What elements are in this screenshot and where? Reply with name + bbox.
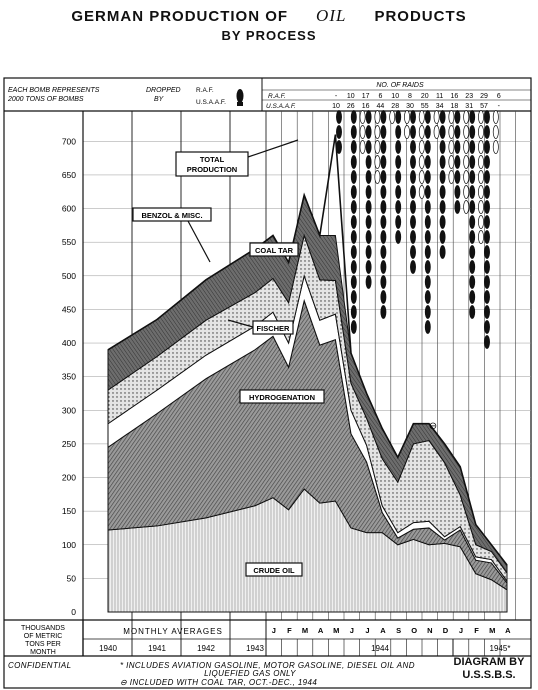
bomb-mark xyxy=(470,291,475,304)
bomb-mark xyxy=(478,201,483,214)
svg-text:TONS PER: TONS PER xyxy=(25,641,61,648)
y-tick-label: 700 xyxy=(61,136,76,147)
bomb-mark xyxy=(434,111,439,124)
bomb-mark xyxy=(425,306,430,319)
bomb-mark xyxy=(493,126,498,139)
bomb-mark xyxy=(375,156,380,169)
bomb-mark xyxy=(366,141,371,154)
bomb-mark xyxy=(366,216,371,229)
bomb-mark xyxy=(484,261,489,274)
bomb-mark xyxy=(381,201,386,214)
bomb-mark xyxy=(484,276,489,289)
bomb-mark xyxy=(455,156,460,169)
bomb-mark xyxy=(381,291,386,304)
bomb-mark xyxy=(484,216,489,229)
bomb-mark xyxy=(478,186,483,199)
bomb-mark xyxy=(381,231,386,244)
chart-subtitle: BY PROCESS xyxy=(221,28,317,43)
y-tick-label: 400 xyxy=(61,338,76,349)
bomb-mark xyxy=(464,201,469,214)
raids-usaaf-count: 10 xyxy=(332,103,340,110)
bomb-mark xyxy=(396,111,401,124)
coal-tar-note-symbol: ⊖ xyxy=(428,421,438,432)
bomb-mark xyxy=(484,291,489,304)
label-coal-tar xyxy=(250,243,298,256)
month-label: A xyxy=(380,626,386,635)
bomb-mark xyxy=(410,186,415,199)
bomb-mark xyxy=(449,111,454,124)
y-tick-label: 50 xyxy=(66,573,76,584)
raids-raf-count: - xyxy=(334,93,338,100)
month-label: J xyxy=(349,626,354,635)
bomb-mark xyxy=(470,156,475,169)
bomb-mark xyxy=(360,141,365,154)
y-tick-label: 550 xyxy=(61,237,76,248)
bomb-mark xyxy=(410,141,415,154)
bomb-mark xyxy=(404,126,409,139)
bomb-mark xyxy=(440,111,445,124)
bomb-mark xyxy=(336,141,341,154)
bomb-mark xyxy=(336,126,341,139)
month-label: F xyxy=(287,626,292,635)
bomb-mark xyxy=(381,156,386,169)
raids-usaaf-label: U.S.A.A.F. xyxy=(266,103,296,110)
svg-text:THOUSANDS: THOUSANDS xyxy=(21,625,65,632)
bomb-mark xyxy=(351,291,356,304)
bomb-mark xyxy=(410,246,415,259)
bomb-mark xyxy=(351,276,356,289)
bomb-mark xyxy=(351,261,356,274)
bomb-mark xyxy=(470,111,475,124)
bomb-mark xyxy=(470,126,475,139)
bomb-mark xyxy=(351,111,356,124)
bomb-mark xyxy=(360,111,365,124)
bomb-mark xyxy=(470,306,475,319)
raids-usaaf-count: 30 xyxy=(406,103,414,110)
bomb-mark xyxy=(484,186,489,199)
month-label: J xyxy=(365,626,370,635)
bomb-key-usaaf: U.S.A.A.F. xyxy=(196,99,226,106)
bomb-mark xyxy=(410,171,415,184)
y-tick-label: 500 xyxy=(61,270,76,281)
bomb-mark xyxy=(470,261,475,274)
svg-text:CRUDE OIL: CRUDE OIL xyxy=(253,566,295,575)
bomb-mark xyxy=(464,141,469,154)
month-label: S xyxy=(396,626,402,635)
bomb-mark xyxy=(484,201,489,214)
bomb-mark xyxy=(425,126,430,139)
bomb-mark xyxy=(419,126,424,139)
bomb-mark xyxy=(366,111,371,124)
year-label: 1942 xyxy=(197,644,215,653)
y-axis-label xyxy=(21,625,65,656)
bomb-mark xyxy=(366,231,371,244)
bomb-mark xyxy=(440,186,445,199)
bomb-mark xyxy=(470,276,475,289)
bomb-mark xyxy=(478,171,483,184)
bomb-mark xyxy=(396,126,401,139)
month-label: A xyxy=(317,626,324,635)
bomb-key-raf: R.A.F. xyxy=(196,87,214,94)
bomb-mark xyxy=(381,111,386,124)
bomb-mark xyxy=(375,111,380,124)
bomb-mark xyxy=(366,171,371,184)
bomb-mark xyxy=(404,111,409,124)
y-tick-label: 0 xyxy=(71,607,76,617)
bomb-mark xyxy=(464,171,469,184)
raids-usaaf-count: 57 xyxy=(480,103,488,110)
bomb-mark xyxy=(440,171,445,184)
bomb-mark xyxy=(425,141,430,154)
bomb-mark xyxy=(478,111,483,124)
confidential-label: CONFIDENTIAL xyxy=(8,661,72,670)
bomb-mark xyxy=(440,126,445,139)
y-tick-label: 450 xyxy=(61,304,76,315)
bomb-mark xyxy=(351,321,356,334)
bomb-mark xyxy=(425,321,430,334)
bomb-mark xyxy=(351,156,356,169)
y-tick-label: 300 xyxy=(61,405,76,416)
bomb-mark xyxy=(440,216,445,229)
bomb-mark xyxy=(410,216,415,229)
raids-usaaf-count: 34 xyxy=(435,103,444,110)
month-label: J xyxy=(458,626,464,635)
bomb-mark xyxy=(425,291,430,304)
y-tick-label: 200 xyxy=(61,472,76,483)
bomb-mark xyxy=(484,246,489,259)
bomb-mark xyxy=(366,126,371,139)
svg-text:TOTAL: TOTAL xyxy=(199,155,225,164)
bomb-mark xyxy=(449,141,454,154)
label-benzol xyxy=(133,208,211,262)
bomb-mark xyxy=(381,276,386,289)
month-label: M xyxy=(301,626,309,635)
label-total xyxy=(176,140,298,176)
bomb-mark xyxy=(381,246,386,259)
bomb-mark xyxy=(336,111,341,124)
raids-usaaf-count: 26 xyxy=(346,103,355,110)
raids-usaaf-count: 31 xyxy=(465,103,474,110)
bomb-mark xyxy=(419,141,424,154)
bomb-mark xyxy=(470,201,475,214)
bomb-mark xyxy=(396,156,401,169)
month-label: A xyxy=(505,626,511,635)
svg-text:MONTH: MONTH xyxy=(30,649,56,656)
y-tick-label: 650 xyxy=(61,169,76,180)
svg-text:BENZOL & MISC.: BENZOL & MISC. xyxy=(141,211,203,220)
bomb-mark xyxy=(366,276,371,289)
raids-usaaf-count: 16 xyxy=(361,103,370,110)
raids-raf-count: 17 xyxy=(361,93,370,100)
bomb-mark xyxy=(425,216,430,229)
label-crude-oil xyxy=(246,563,302,576)
bomb-mark xyxy=(419,156,424,169)
bomb-mark xyxy=(470,216,475,229)
bomb-mark xyxy=(440,246,445,259)
raids-usaaf-count: 18 xyxy=(450,103,459,110)
bomb-mark xyxy=(440,201,445,214)
bomb-mark xyxy=(464,126,469,139)
bomb-icon xyxy=(237,89,244,106)
bomb-mark xyxy=(410,201,415,214)
bomb-mark xyxy=(351,186,356,199)
bomb-mark xyxy=(455,126,460,139)
year-1944-label: 1944 xyxy=(371,644,389,653)
y-tick-label: 150 xyxy=(61,506,76,517)
bomb-mark xyxy=(464,111,469,124)
y-tick-label: 250 xyxy=(61,438,76,449)
bomb-mark xyxy=(366,186,371,199)
footnote-1b: LIQUEFIED GAS ONLY xyxy=(204,669,296,678)
credit-line2: U.S.S.B.S. xyxy=(462,669,516,681)
raids-raf-count: 11 xyxy=(435,93,444,100)
bomb-mark xyxy=(449,156,454,169)
svg-text:COAL TAR: COAL TAR xyxy=(254,246,294,255)
year-label: 1940 xyxy=(99,644,117,653)
credit xyxy=(444,656,534,682)
chart-title: GERMAN PRODUCTION OF OIL PRODUCTS xyxy=(71,6,467,25)
bomb-mark xyxy=(449,171,454,184)
bomb-mark xyxy=(410,111,415,124)
bomb-mark xyxy=(381,261,386,274)
bomb-key-by: BY xyxy=(154,96,164,103)
bomb-mark xyxy=(419,111,424,124)
bomb-mark xyxy=(470,171,475,184)
svg-text:FISCHER: FISCHER xyxy=(256,324,290,333)
bomb-mark xyxy=(478,126,483,139)
bomb-mark xyxy=(478,216,483,229)
bomb-mark xyxy=(351,231,356,244)
bomb-mark xyxy=(455,186,460,199)
bomb-mark xyxy=(484,231,489,244)
bomb-mark xyxy=(425,231,430,244)
y-tick-label: 100 xyxy=(61,539,76,550)
bomb-mark xyxy=(478,141,483,154)
year-label: 1943 xyxy=(246,644,264,653)
bomb-mark xyxy=(351,306,356,319)
bomb-mark xyxy=(455,171,460,184)
credit-line1: DIAGRAM BY xyxy=(453,656,525,668)
bomb-mark xyxy=(455,141,460,154)
bomb-mark xyxy=(375,171,380,184)
bomb-mark xyxy=(484,156,489,169)
month-label: M xyxy=(489,626,496,635)
month-label: M xyxy=(333,626,340,635)
bomb-mark xyxy=(470,186,475,199)
bomb-mark xyxy=(425,246,430,259)
bomb-mark xyxy=(425,186,430,199)
bomb-mark xyxy=(470,231,475,244)
bomb-mark xyxy=(410,126,415,139)
svg-text:PRODUCTION: PRODUCTION xyxy=(186,165,238,174)
bomb-key-line2: 2000 TONS OF BOMBS xyxy=(8,96,84,103)
bomb-mark xyxy=(425,276,430,289)
bomb-mark xyxy=(381,216,386,229)
bomb-mark xyxy=(484,321,489,334)
bomb-mark xyxy=(381,171,386,184)
svg-text:HYDROGENATION: HYDROGENATION xyxy=(248,393,316,402)
raids-header: NO. OF RAIDS xyxy=(376,82,424,89)
bomb-mark xyxy=(396,216,401,229)
bomb-mark xyxy=(484,171,489,184)
bomb-mark xyxy=(478,231,483,244)
raids-raf-count: 16 xyxy=(450,93,459,100)
bomb-mark xyxy=(440,231,445,244)
raids-raf-label: R.A.F. xyxy=(268,93,286,100)
raids-raf-count: 29 xyxy=(480,93,488,100)
bomb-key-line1: EACH BOMB REPRESENTS xyxy=(8,87,100,94)
raids-raf-count: 20 xyxy=(420,93,429,100)
bomb-mark xyxy=(366,261,371,274)
bomb-mark xyxy=(366,246,371,259)
raids-usaaf-count: 44 xyxy=(376,103,385,110)
raids-raf-count: 8 xyxy=(408,93,412,100)
bomb-mark xyxy=(351,171,356,184)
raids-usaaf-count: - xyxy=(497,103,500,110)
footnote-2: ⊖ INCLUDED WITH COAL TAR, OCT.-DEC., 1944 xyxy=(120,678,318,687)
bomb-mark xyxy=(381,306,386,319)
year-label: 1941 xyxy=(148,644,166,653)
bomb-mark xyxy=(381,126,386,139)
raids-usaaf-count: 28 xyxy=(391,103,400,110)
bomb-mark xyxy=(455,201,460,214)
month-label: J xyxy=(271,626,276,635)
bomb-mark xyxy=(366,156,371,169)
bomb-mark xyxy=(366,201,371,214)
bomb-mark xyxy=(478,156,483,169)
bomb-mark xyxy=(464,156,469,169)
raids-usaaf-count: 55 xyxy=(420,103,429,110)
bomb-mark xyxy=(396,231,401,244)
bomb-key xyxy=(7,87,244,106)
bomb-mark xyxy=(440,156,445,169)
month-label: O xyxy=(411,626,418,635)
month-label: N xyxy=(427,626,433,635)
bomb-mark xyxy=(410,261,415,274)
bomb-mark xyxy=(493,141,498,154)
bomb-mark xyxy=(470,141,475,154)
bomb-mark xyxy=(419,186,424,199)
bomb-mark xyxy=(396,186,401,199)
bomb-mark xyxy=(381,186,386,199)
bomb-mark xyxy=(425,111,430,124)
year-1945-label: 1945* xyxy=(489,644,511,653)
bomb-mark xyxy=(449,126,454,139)
bomb-mark xyxy=(390,111,395,124)
bomb-mark xyxy=(455,111,460,124)
raids-raf-count: 10 xyxy=(391,93,400,100)
bomb-mark xyxy=(484,306,489,319)
bomb-mark xyxy=(419,171,424,184)
bomb-mark xyxy=(470,246,475,259)
bomb-mark xyxy=(360,126,365,139)
bomb-mark xyxy=(484,141,489,154)
footnote-1: * INCLUDES AVIATION GASOLINE, MOTOR GASOLINE, DIESEL OIL AND xyxy=(120,661,415,670)
raids-raf-count: 10 xyxy=(346,93,355,100)
monthly-averages-label: MONTHLY AVERAGES xyxy=(123,627,223,636)
bomb-mark xyxy=(396,201,401,214)
month-label: F xyxy=(474,626,479,635)
label-hydrogenation xyxy=(240,390,324,403)
bomb-mark xyxy=(375,126,380,139)
svg-text:OF METRIC: OF METRIC xyxy=(23,633,63,640)
bomb-mark xyxy=(434,126,439,139)
bomb-mark xyxy=(396,171,401,184)
bomb-key-dropped: DROPPED xyxy=(146,87,181,94)
bomb-mark xyxy=(484,111,489,124)
y-tick-label: 350 xyxy=(61,371,76,382)
y-tick-label: 600 xyxy=(61,203,76,214)
bomb-mark xyxy=(396,141,401,154)
bomb-mark xyxy=(425,201,430,214)
bomb-mark xyxy=(351,246,356,259)
month-label: D xyxy=(442,626,449,635)
bomb-mark xyxy=(425,171,430,184)
bomb-mark xyxy=(410,156,415,169)
bomb-mark xyxy=(351,141,356,154)
bomb-mark xyxy=(381,141,386,154)
bomb-mark xyxy=(425,156,430,169)
bomb-mark xyxy=(484,336,489,349)
bomb-mark xyxy=(440,141,445,154)
raids-raf-count: 6 xyxy=(378,93,383,100)
bomb-mark xyxy=(351,216,356,229)
raids-raf-count: 6 xyxy=(496,93,501,100)
bomb-mark xyxy=(351,201,356,214)
bomb-mark xyxy=(484,126,489,139)
bomb-mark xyxy=(493,111,498,124)
bomb-mark xyxy=(425,261,430,274)
bomb-mark xyxy=(410,231,415,244)
bomb-mark xyxy=(464,186,469,199)
bomb-mark xyxy=(375,141,380,154)
raids-raf-count: 23 xyxy=(465,93,474,100)
bomb-mark xyxy=(351,126,356,139)
